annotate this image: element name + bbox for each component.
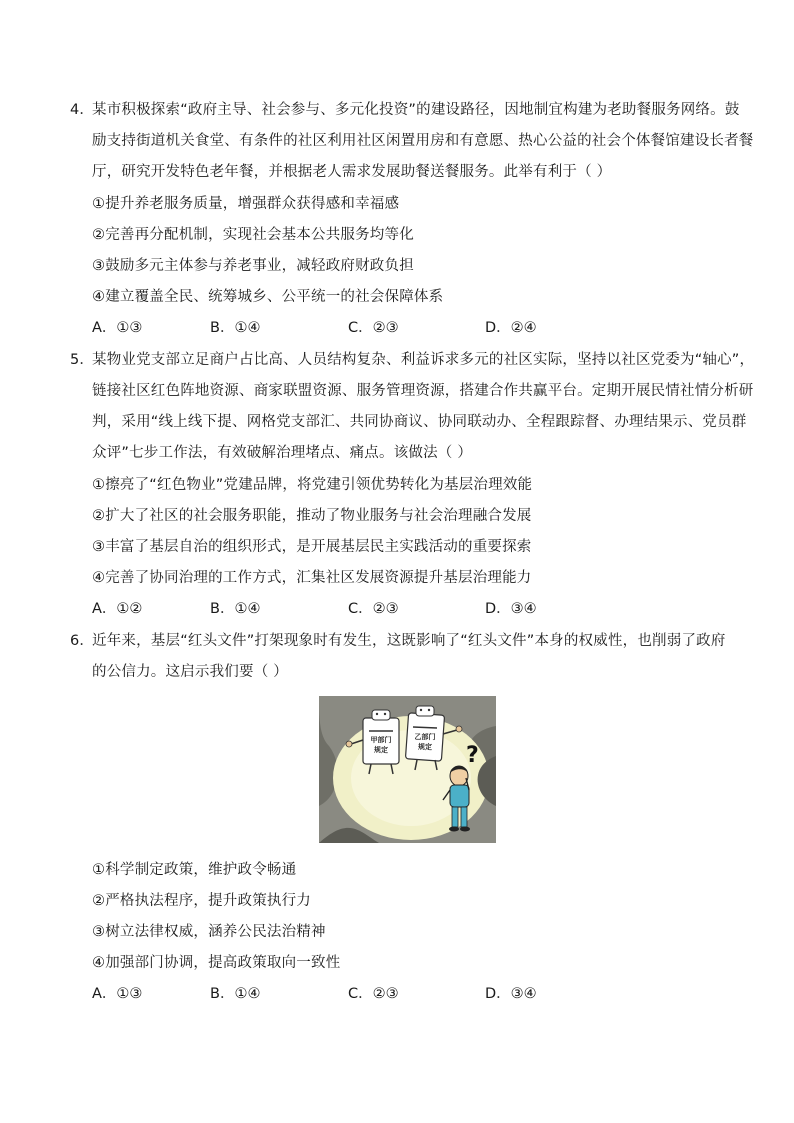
question-stem-line: 某市积极探索“政府主导、社会参与、多元化投资”的建设路径，因地制宜构建为老助餐服务网络。鼓 (92, 102, 740, 118)
question-number: 5． (70, 352, 95, 368)
statement-2: ②扩大了社区的社会服务职能，推动了物业服务与社会治理融合发展 (92, 508, 532, 524)
question-number: 4． (70, 102, 95, 118)
question-stem-line: 某物业党支部立足商户占比高、人员结构复杂、利益诉求多元的社区实际，坚持以社区党委为“轴心”， (92, 352, 755, 368)
statement-3: ③树立法律权威，涵养公民法治精神 (92, 924, 326, 940)
option-b[interactable]: B．①④ (210, 320, 261, 336)
statement-2: ②严格执法程序，提升政策执行力 (92, 893, 311, 909)
right-sign-text-2: 规定 (418, 743, 432, 751)
option-b[interactable]: B．①④ (210, 986, 261, 1002)
question-stem-line: 厅，研究开发特色老年餐，并根据老人需求发展助餐送餐服务。此举有利于（ ） (92, 164, 612, 180)
statement-3: ③鼓励多元主体参与养老事业，减轻政府财政负担 (92, 258, 414, 274)
question-mark: ? (466, 743, 479, 768)
statement-3: ③丰富了基层自治的组织形式，是开展基层民主实践活动的重要探索 (92, 539, 532, 555)
option-d[interactable]: D．③④ (485, 601, 537, 617)
question-stem-line: 励支持街道机关食堂、有条件的社区利用社区闲置用房和有意愿、热心公益的社会个体餐馆建设长者餐 (92, 133, 754, 149)
statement-4: ④建立覆盖全民、统筹城乡、公平统一的社会保障体系 (92, 289, 444, 305)
option-c[interactable]: C．②③ (348, 986, 399, 1002)
statement-1: ①提升养老服务质量，增强群众获得感和幸福感 (92, 196, 400, 212)
question-stem-line: 众评”七步工作法，有效破解治理堵点、痛点。该做法（ ） (92, 445, 473, 461)
option-a[interactable]: A．①③ (92, 320, 143, 336)
statement-4: ④完善了协同治理的工作方式，汇集社区发展资源提升基层治理能力 (92, 570, 532, 586)
statement-2: ②完善再分配机制，实现社会基本公共服务均等化 (92, 227, 414, 243)
option-a[interactable]: A．①② (92, 601, 143, 617)
left-sign-text-2: 规定 (374, 746, 388, 754)
question-stem-line: 判，采用“线上线下提、网格党支部汇、共同协商议、协同联动办、全程跟踪督、办理结果示、党员群 (92, 414, 747, 430)
statement-1: ①科学制定政策，维护政令畅通 (92, 862, 297, 878)
statement-1: ①擦亮了“红色物业”党建品牌，将党建引领优势转化为基层治理效能 (92, 477, 533, 493)
option-b[interactable]: B．①④ (210, 601, 261, 617)
question-stem-line: 链接社区红色阵地资源、商家联盟资源、服务管理资源，搭建合作共赢平台。定期开展民情社情分析研 (92, 383, 754, 399)
option-c[interactable]: C．②③ (348, 320, 399, 336)
left-sign-text-1: 甲部门 (370, 736, 392, 744)
question-stem-line: 的公信力。这启示我们要（ ） (92, 664, 288, 680)
option-c[interactable]: C．②③ (348, 601, 399, 617)
question-stem-line: 近年来，基层“红头文件”打架现象时有发生，这既影响了“红头文件”本身的权威性，也削弱了政府 (92, 633, 726, 649)
statement-4: ④加强部门协调，提高政策取向一致性 (92, 955, 341, 971)
option-d[interactable]: D．②④ (485, 320, 537, 336)
option-d[interactable]: D．③④ (485, 986, 537, 1002)
right-sign-text-1: 乙部门 (414, 733, 436, 741)
cartoon-illustration (319, 696, 496, 843)
option-a[interactable]: A．①③ (92, 986, 143, 1002)
question-number: 6． (70, 633, 95, 649)
